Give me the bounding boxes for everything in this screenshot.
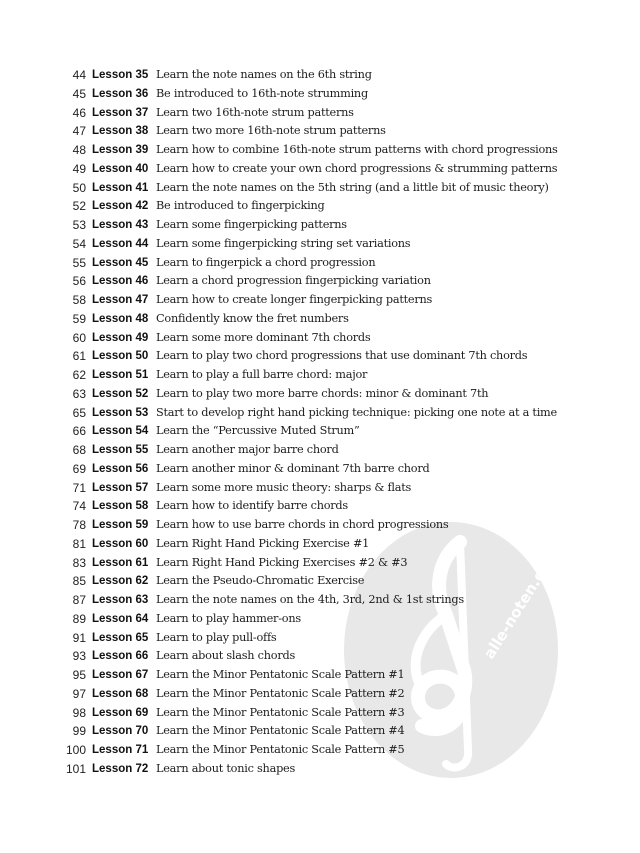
page-number: 45 (72, 86, 86, 101)
lesson-label: Lesson 72 (92, 762, 149, 775)
page-number: 48 (72, 143, 86, 157)
toc-row (0, 366, 640, 385)
toc-row (0, 122, 640, 141)
page-number: 78 (72, 518, 86, 532)
lesson-label: Lesson 71 (92, 744, 149, 756)
lesson-label: Lesson 35 (92, 69, 149, 81)
lesson-label: Lesson 69 (92, 706, 149, 719)
lesson-label: Lesson 53 (92, 406, 149, 419)
lesson-label: Lesson 64 (92, 612, 149, 625)
lesson-description: Learn another minor & dominant 7th barre chord (156, 461, 430, 475)
lesson-label: Lesson 36 (92, 87, 149, 100)
lesson-description: Learn how to combine 16th-note strum patterns with chord progressions (156, 143, 558, 156)
page-number: 87 (72, 593, 86, 607)
page-number: 53 (72, 218, 86, 232)
lesson-description: Learn to play two more barre chords: minor & dominant 7th (156, 386, 489, 400)
toc-row (0, 591, 640, 610)
toc-row (0, 254, 640, 273)
lesson-label: Lesson 45 (92, 256, 149, 269)
page-number: 44 (72, 68, 86, 82)
toc-row (0, 160, 640, 179)
lesson-description: Learn another major barre chord (156, 443, 339, 456)
toc-row (0, 291, 640, 310)
page-number: 58 (72, 293, 86, 307)
toc-row (0, 760, 640, 779)
toc-row (0, 141, 640, 160)
toc-row (0, 666, 640, 685)
lesson-label: Lesson 70 (92, 725, 149, 738)
table-of-contents (0, 66, 640, 779)
page-number: 52 (72, 199, 86, 214)
toc-row (0, 610, 640, 629)
lesson-description: Learn the note names on the 5th string (and a little bit of music theory) (156, 180, 549, 194)
toc-row (0, 460, 640, 479)
lesson-label: Lesson 49 (92, 331, 149, 344)
lesson-label: Lesson 42 (92, 200, 149, 213)
toc-row (0, 197, 640, 216)
lesson-description: Learn how to create your own chord progressions & strumming patterns (156, 161, 558, 175)
lesson-label: Lesson 68 (92, 687, 149, 700)
toc-row (0, 216, 640, 235)
lesson-description: Learn the Minor Pentatonic Scale Pattern #5 (156, 743, 405, 756)
toc-row (0, 329, 640, 348)
page-number: 63 (72, 386, 86, 401)
lesson-description: Learn Right Hand Picking Exercise #1 (156, 536, 370, 550)
page-number: 47 (72, 124, 86, 139)
lesson-label: Lesson 54 (92, 425, 149, 438)
lesson-description: Learn the Minor Pentatonic Scale Pattern #2 (156, 686, 405, 700)
lesson-label: Lesson 52 (92, 387, 149, 400)
lesson-description: Learn Right Hand Picking Exercises #2 & #3 (156, 555, 408, 569)
page-number: 68 (72, 443, 86, 457)
lesson-label: Lesson 40 (92, 162, 149, 175)
lesson-label: Lesson 55 (92, 444, 149, 456)
lesson-description: Learn two 16th-note strum patterns (156, 105, 354, 119)
lesson-description: Learn to play hammer-ons (156, 611, 301, 625)
lesson-label: Lesson 39 (92, 144, 149, 156)
page-number: 101 (65, 761, 86, 776)
lesson-label: Lesson 47 (92, 294, 149, 306)
page-number: 100 (65, 743, 86, 757)
lesson-description: Learn the Pseudo-Chromatic Exercise (156, 574, 365, 588)
toc-row (0, 516, 640, 535)
lesson-label: Lesson 37 (92, 106, 149, 119)
lesson-label: Lesson 62 (92, 575, 149, 588)
lesson-description: Learn some more dominant 7th chords (156, 330, 371, 344)
page-number: 59 (72, 311, 86, 326)
lesson-label: Lesson 60 (92, 537, 149, 550)
toc-row (0, 479, 640, 498)
lesson-description: Learn the “Percussive Muted Strum” (156, 424, 360, 438)
toc-row (0, 722, 640, 741)
page-number: 99 (72, 724, 86, 739)
lesson-label: Lesson 46 (92, 275, 149, 288)
lesson-label: Lesson 38 (92, 125, 149, 138)
lesson-description: Learn about slash chords (156, 649, 296, 663)
lesson-description: Learn to play two chord progressions that use dominant 7th chords (156, 349, 528, 363)
toc-row (0, 497, 640, 516)
page-number: 97 (72, 686, 86, 701)
lesson-description: Learn some fingerpicking string set variations (156, 236, 411, 250)
page-number: 46 (72, 105, 86, 120)
lesson-description: Learn the note names on the 6th string (156, 68, 372, 81)
page-number: 50 (72, 180, 86, 195)
page-number: 62 (72, 368, 86, 382)
page-number: 71 (72, 480, 86, 495)
toc-row (0, 347, 640, 366)
page-number: 91 (72, 630, 86, 645)
lesson-description: Confidently know the fret numbers (156, 311, 349, 325)
lesson-description: Learn the Minor Pentatonic Scale Pattern #4 (156, 724, 405, 738)
lesson-description: Learn some fingerpicking patterns (156, 218, 347, 231)
page-number: 69 (72, 461, 86, 476)
page-number: 65 (72, 405, 86, 420)
page-number: 49 (72, 161, 86, 176)
toc-row (0, 554, 640, 573)
toc-row (0, 422, 640, 441)
toc-row (0, 235, 640, 254)
toc-row (0, 685, 640, 704)
page-number: 74 (72, 499, 86, 514)
page-number: 81 (72, 536, 86, 551)
lesson-description: Learn how to use barre chords in chord progressions (156, 518, 449, 531)
lesson-description: Learn to fingerpick a chord progression (156, 255, 376, 269)
lesson-description: Learn two more 16th-note strum patterns (156, 124, 386, 138)
lesson-description: Learn the Minor Pentatonic Scale Pattern #1 (156, 668, 405, 681)
toc-row (0, 535, 640, 554)
lesson-label: Lesson 58 (92, 500, 149, 513)
toc-row (0, 572, 640, 591)
toc-row (0, 272, 640, 291)
page-number: 98 (72, 705, 86, 720)
page-number: 83 (72, 555, 86, 570)
page-number: 93 (72, 649, 86, 664)
lesson-description: Learn the Minor Pentatonic Scale Pattern #3 (156, 705, 405, 719)
page-number: 66 (72, 424, 86, 439)
lesson-description: Be introduced to fingerpicking (156, 199, 325, 213)
toc-row (0, 66, 640, 85)
toc-row (0, 404, 640, 423)
toc-row (0, 104, 640, 123)
lesson-description: Learn some more music theory: sharps & flats (156, 480, 412, 494)
watermark-text: alle-noten.de (480, 557, 555, 663)
page-number: 54 (72, 236, 86, 251)
page-number: 55 (72, 255, 86, 270)
lesson-description: Learn how to identify barre chords (156, 499, 348, 513)
lesson-label: Lesson 61 (92, 556, 149, 569)
page-number: 56 (72, 274, 86, 289)
lesson-label: Lesson 51 (92, 369, 149, 381)
lesson-description: Learn to play pull-offs (156, 630, 277, 644)
lesson-description: Learn the note names on the 4th, 3rd, 2nd & 1st strings (156, 593, 464, 606)
page-number: 61 (72, 349, 86, 364)
toc-row (0, 310, 640, 329)
page-number: 89 (72, 611, 86, 626)
lesson-label: Lesson 65 (92, 631, 149, 644)
lesson-description: Start to develop right hand picking technique: picking one note at a time (156, 405, 557, 419)
lesson-label: Lesson 57 (92, 481, 149, 494)
toc-row (0, 647, 640, 666)
lesson-description: Learn to play a full barre chord: major (156, 368, 368, 381)
lesson-label: Lesson 56 (92, 462, 149, 475)
lesson-description: Learn how to create longer fingerpicking patterns (156, 293, 433, 306)
toc-row (0, 85, 640, 104)
lesson-label: Lesson 50 (92, 350, 149, 363)
lesson-description: Learn about tonic shapes (156, 761, 296, 775)
lesson-label: Lesson 59 (92, 519, 149, 531)
lesson-description: Learn a chord progression fingerpicking variation (156, 274, 431, 288)
lesson-label: Lesson 48 (92, 312, 149, 325)
toc-row (0, 441, 640, 460)
page-number: 85 (72, 574, 86, 589)
toc-row (0, 704, 640, 723)
lesson-label: Lesson 44 (92, 237, 149, 250)
lesson-label: Lesson 66 (92, 650, 149, 663)
lesson-label: Lesson 43 (92, 219, 149, 231)
toc-row (0, 629, 640, 648)
page-number: 95 (72, 668, 86, 682)
page-number: 60 (72, 330, 86, 345)
lesson-label: Lesson 41 (92, 181, 149, 194)
lesson-description: Be introduced to 16th-note strumming (156, 86, 368, 100)
lesson-label: Lesson 63 (92, 594, 149, 606)
toc-row (0, 385, 640, 404)
toc-row (0, 179, 640, 198)
toc-row (0, 741, 640, 760)
lesson-label: Lesson 67 (92, 669, 149, 681)
